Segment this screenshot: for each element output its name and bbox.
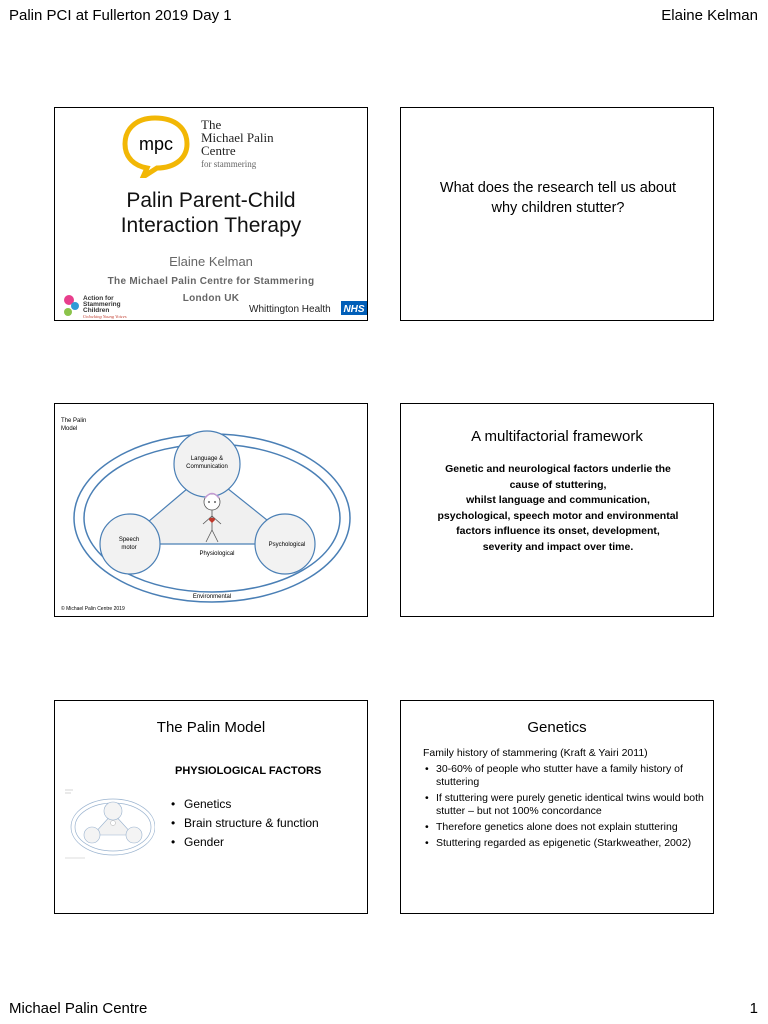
framework-text bbox=[415, 462, 701, 555]
afsc-head-icon bbox=[64, 308, 72, 316]
speech-motor-label: motor bbox=[121, 545, 137, 551]
environmental-label: Environmental bbox=[192, 594, 232, 600]
list-item: • If stuttering were purely genetic identical twins would both stutter – but not 100% concordance bbox=[423, 792, 707, 818]
slide-title bbox=[54, 107, 368, 321]
org-line: London UK bbox=[182, 293, 240, 304]
logo-name-line: The bbox=[201, 117, 222, 132]
logo-name-line: Centre bbox=[201, 143, 236, 158]
list-item: • 30-60% of people who stutter have a family history of stuttering bbox=[423, 763, 707, 789]
page-footer-org: Michael Palin Centre bbox=[9, 1000, 148, 1017]
slide-heading: A multifactorial framework bbox=[471, 428, 643, 445]
nhs-text: NHS bbox=[343, 304, 365, 315]
page-header-title: Palin PCI at Fullerton 2019 Day 1 bbox=[9, 7, 232, 24]
logo-name-line: Michael Palin bbox=[201, 130, 274, 145]
list-item: • Brain structure & function bbox=[171, 814, 319, 833]
speech-motor-node bbox=[100, 514, 160, 574]
slide-title-text bbox=[55, 188, 367, 238]
list-item: • Genetics bbox=[171, 795, 319, 814]
page-header-author: Elaine Kelman bbox=[661, 7, 758, 24]
title-line: Palin Parent-Child bbox=[126, 189, 296, 212]
speech-motor-label: Speech bbox=[118, 537, 140, 543]
body-line: psychological, speech motor and environmental bbox=[437, 509, 679, 522]
slide-subheading: PHYSIOLOGICAL FACTORS bbox=[175, 765, 322, 777]
afsc-tagline: Unlocking Young Voices bbox=[83, 314, 127, 319]
label-line: The Palin bbox=[61, 418, 87, 424]
slide-physiological-factors bbox=[54, 700, 368, 914]
page-number: 1 bbox=[749, 1000, 758, 1017]
slide-heading: Genetics bbox=[527, 719, 587, 736]
action-for-stammering-children-logo bbox=[61, 293, 151, 319]
afsc-line: Stammering bbox=[83, 301, 121, 308]
genetics-intro: Family history of stammering (Kraft & Yairi 2011) bbox=[423, 747, 648, 759]
whittington-health-nhs-logo bbox=[249, 299, 367, 317]
logo-mark: mpc bbox=[138, 134, 174, 154]
afsc-line: Action for bbox=[83, 295, 114, 302]
psychological-label: Psychological bbox=[268, 542, 306, 548]
physiological-factors-list bbox=[171, 795, 319, 852]
body-line: whilst language and communication, bbox=[466, 494, 650, 506]
genetics-points-list bbox=[423, 763, 707, 853]
body-line: severity and impact over time. bbox=[482, 540, 634, 553]
body-line: factors influence its onset, development, bbox=[456, 525, 660, 537]
author-name: Elaine Kelman bbox=[169, 254, 253, 269]
research-question: What does the research tell us about why children stutter? bbox=[439, 180, 677, 216]
language-label: Communication bbox=[186, 464, 228, 470]
logo-tagline: for stammering bbox=[201, 159, 257, 169]
slide-heading: The Palin Model bbox=[156, 719, 266, 736]
slide-multifactorial-framework bbox=[400, 403, 714, 617]
palin-model-diagram bbox=[67, 424, 357, 604]
title-line: Interaction Therapy bbox=[120, 214, 302, 237]
slide-research-question bbox=[400, 107, 714, 321]
whittington-text: Whittington Health bbox=[249, 304, 331, 315]
slide-palin-model bbox=[54, 403, 368, 617]
list-item: • Gender bbox=[171, 833, 319, 852]
list-item: • Therefore genetics alone does not explain stuttering bbox=[423, 821, 707, 834]
body-line: Genetic and neurological factors underlie the bbox=[445, 463, 671, 475]
org-line: The Michael Palin Centre for Stammering bbox=[107, 276, 315, 287]
physiological-label: Physiological bbox=[199, 551, 235, 557]
label-line: Model bbox=[61, 426, 78, 432]
copyright-note: © Michael Palin Centre 2019 bbox=[61, 606, 125, 612]
afsc-line: Children bbox=[83, 307, 110, 314]
body-line: cause of stuttering, bbox=[509, 478, 607, 491]
language-label: Language & bbox=[190, 456, 224, 462]
list-item: • Stuttering regarded as epigenetic (Starkweather, 2002) bbox=[423, 837, 707, 850]
afsc-head-icon bbox=[71, 302, 79, 310]
slide-genetics bbox=[400, 700, 714, 914]
palin-model-thumbnail bbox=[63, 787, 155, 861]
mpc-logo bbox=[121, 114, 305, 178]
